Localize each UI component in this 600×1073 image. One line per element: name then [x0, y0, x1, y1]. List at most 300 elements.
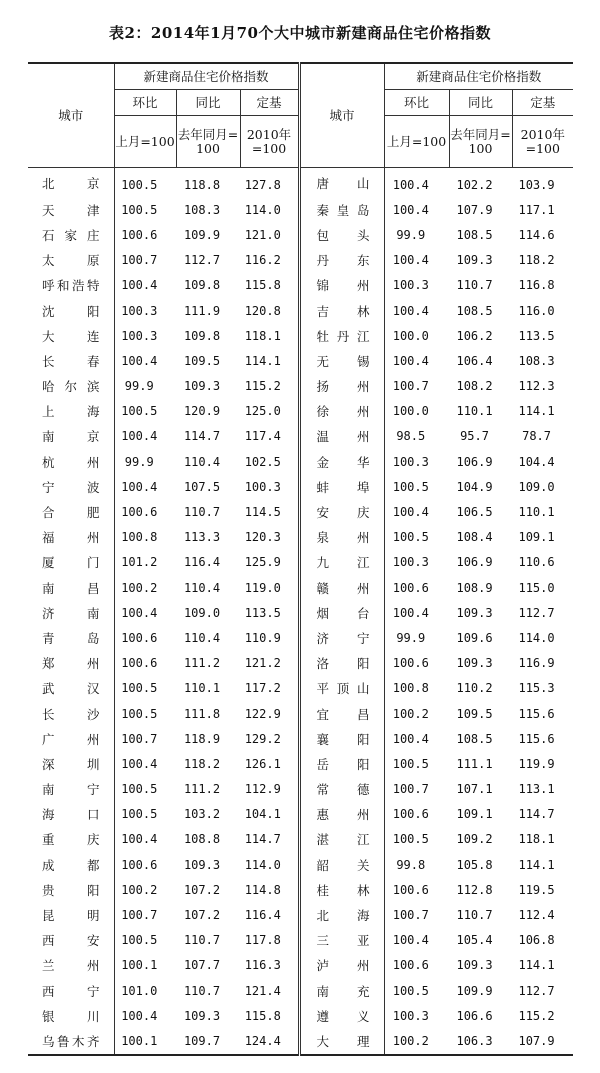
- cell-city-left: 西宁: [28, 978, 114, 1003]
- cell-dingji-left: 112.9: [240, 777, 299, 802]
- cell-dingji-right: 113.5: [518, 328, 555, 343]
- cell-tongbi-right: 112.8: [456, 882, 493, 897]
- cell-dingji-right: 112.3: [518, 379, 555, 394]
- cell-city-right: 韶关: [299, 852, 384, 877]
- cell-city-left: 宁波: [28, 474, 114, 499]
- cell-tongbi-left: 110.4: [183, 580, 221, 595]
- table-row: [28, 298, 573, 323]
- cell-tongbi-left: 109.9: [183, 227, 221, 242]
- cell-dingji-left: 117.2: [240, 676, 299, 701]
- cell-city-left: 海口: [28, 802, 114, 827]
- cell-huanbi-right: 100.4: [392, 202, 429, 217]
- dingji-base-left: 2010年 =100: [240, 116, 299, 168]
- cell-huanbi-left: 100.4: [121, 278, 158, 293]
- cell-dingji-left: 125.9: [240, 550, 299, 575]
- cell-dingji-left: 129.2: [240, 726, 299, 751]
- cell-tongbi-right: 110.7: [456, 908, 493, 923]
- cell-dingji-left: 119.0: [240, 575, 299, 600]
- cell-tongbi-right: 108.5: [456, 303, 493, 318]
- table-row: [28, 953, 573, 978]
- table-row: [28, 575, 573, 600]
- cell-huanbi-right: 99.8: [396, 857, 426, 872]
- cell-city-right: 岳阳: [299, 751, 384, 776]
- cell-tongbi-right: 111.1: [456, 756, 493, 771]
- cell-huanbi-right: 100.4: [392, 605, 429, 620]
- table-row: [28, 168, 573, 198]
- cell-dingji-right: 116.0: [518, 303, 555, 318]
- cell-tongbi-left: 107.7: [183, 958, 221, 973]
- cell-dingji-right: 119.5: [518, 882, 555, 897]
- cell-dingji-left: 122.9: [240, 701, 299, 726]
- cell-dingji-right: 118.1: [518, 832, 555, 847]
- table-row: [28, 1028, 573, 1054]
- cell-city-right: 秦皇岛: [299, 197, 384, 222]
- cell-tongbi-left: 111.2: [183, 782, 221, 797]
- cell-dingji-left: 115.8: [240, 1003, 299, 1028]
- cell-dingji-right: 117.1: [518, 202, 555, 217]
- cell-huanbi-left: 100.6: [121, 505, 158, 520]
- cell-city-right: 宜昌: [299, 701, 384, 726]
- cell-tongbi-right: 107.9: [456, 202, 493, 217]
- cell-city-right: 三亚: [299, 928, 384, 953]
- index-group-header-left: 新建商品住宅价格指数: [114, 63, 299, 90]
- cell-tongbi-left: 110.7: [183, 505, 221, 520]
- tongbi-base-right: 去年同月= 100: [449, 116, 512, 168]
- cell-dingji-left: 120.3: [240, 525, 299, 550]
- table-row: [28, 701, 573, 726]
- cell-city-left: 沈阳: [28, 298, 114, 323]
- cell-huanbi-right: 100.4: [392, 505, 429, 520]
- cell-tongbi-left: 113.3: [183, 530, 221, 545]
- cell-dingji-left: 121.4: [240, 978, 299, 1003]
- cell-huanbi-left: 100.2: [121, 882, 158, 897]
- cell-dingji-left: 104.1: [240, 802, 299, 827]
- cell-huanbi-right: 100.3: [392, 278, 429, 293]
- cell-tongbi-left: 108.8: [183, 832, 221, 847]
- cell-city-right: 吉林: [299, 298, 384, 323]
- cell-huanbi-right: 100.0: [392, 328, 429, 343]
- cell-huanbi-right: 100.4: [392, 933, 429, 948]
- cell-city-right: 烟台: [299, 600, 384, 625]
- dingji-header-left: 定基: [240, 90, 299, 116]
- cell-city-right: 桂林: [299, 877, 384, 902]
- table-row: [28, 625, 573, 650]
- cell-city-left: 杭州: [28, 449, 114, 474]
- cell-dingji-right: 115.0: [518, 580, 555, 595]
- cell-tongbi-left: 107.5: [183, 479, 221, 494]
- cell-tongbi-right: 106.4: [456, 353, 493, 368]
- cell-dingji-right: 112.7: [518, 605, 555, 620]
- cell-huanbi-right: 100.4: [392, 177, 429, 192]
- cell-city-right: 蚌埠: [299, 474, 384, 499]
- tongbi-header-right: 同比: [449, 90, 512, 116]
- cell-huanbi-left: 100.6: [121, 227, 158, 242]
- cell-tongbi-right: 109.5: [456, 706, 493, 721]
- cell-city-right: 惠州: [299, 802, 384, 827]
- cell-tongbi-right: 106.9: [456, 454, 493, 469]
- cell-tongbi-left: 112.7: [183, 253, 221, 268]
- cell-dingji-left: 117.8: [240, 928, 299, 953]
- cell-tongbi-right: 104.9: [456, 479, 493, 494]
- cell-tongbi-right: 102.2: [456, 177, 493, 192]
- cell-tongbi-left: 110.1: [183, 681, 221, 696]
- cell-huanbi-right: 100.0: [392, 404, 429, 419]
- cell-huanbi-right: 100.6: [392, 656, 429, 671]
- table-row: [28, 751, 573, 776]
- cell-tongbi-left: 109.8: [183, 328, 221, 343]
- cell-huanbi-left: 100.5: [121, 404, 158, 419]
- cell-city-right: 丹东: [299, 248, 384, 273]
- cell-dingji-left: 115.2: [240, 374, 299, 399]
- cell-tongbi-left: 116.4: [183, 555, 221, 570]
- cell-dingji-left: 116.4: [240, 902, 299, 927]
- cell-city-left: 南宁: [28, 777, 114, 802]
- table-row: [28, 222, 573, 247]
- cell-huanbi-right: 100.4: [392, 303, 429, 318]
- cell-dingji-right: 108.3: [518, 353, 555, 368]
- cell-city-right: 泉州: [299, 525, 384, 550]
- table-row: [28, 348, 573, 373]
- huanbi-base-left: 上月=100: [114, 116, 176, 168]
- cell-dingji-right: 116.9: [518, 656, 555, 671]
- cell-city-left: 长沙: [28, 701, 114, 726]
- tongbi-base-left: 去年同月= 100: [176, 116, 240, 168]
- cell-city-right: 泸州: [299, 953, 384, 978]
- cell-city-right: 北海: [299, 902, 384, 927]
- cell-huanbi-right: 99.9: [396, 630, 426, 645]
- cell-dingji-left: 100.3: [240, 474, 299, 499]
- cell-city-left: 银川: [28, 1003, 114, 1028]
- cell-city-right: 常德: [299, 777, 384, 802]
- cell-huanbi-right: 100.5: [392, 756, 429, 771]
- cell-huanbi-left: 99.9: [124, 379, 154, 394]
- cell-city-left: 西安: [28, 928, 114, 953]
- cell-dingji-right: 78.7: [522, 429, 551, 444]
- cell-huanbi-right: 100.6: [392, 958, 429, 973]
- cell-tongbi-left: 107.2: [183, 882, 221, 897]
- cell-city-right: 无锡: [299, 348, 384, 373]
- cell-city-left: 广州: [28, 726, 114, 751]
- cell-dingji-left: 126.1: [240, 751, 299, 776]
- cell-tongbi-left: 109.3: [183, 379, 221, 394]
- cell-huanbi-left: 100.5: [121, 202, 158, 217]
- cell-tongbi-right: 110.1: [456, 404, 493, 419]
- huanbi-header-left: 环比: [114, 90, 176, 116]
- cell-tongbi-right: 110.7: [456, 278, 493, 293]
- cell-city-right: 济宁: [299, 625, 384, 650]
- cell-tongbi-right: 109.2: [456, 832, 493, 847]
- cell-tongbi-right: 106.2: [456, 328, 493, 343]
- cell-huanbi-right: 100.7: [392, 908, 429, 923]
- table-row: [28, 978, 573, 1003]
- cell-dingji-left: 114.0: [240, 852, 299, 877]
- cell-tongbi-right: 109.3: [456, 656, 493, 671]
- cell-dingji-left: 115.8: [240, 273, 299, 298]
- cell-tongbi-right: 105.4: [456, 933, 493, 948]
- cell-huanbi-left: 100.3: [121, 303, 158, 318]
- city-header-left: 城市: [28, 63, 114, 168]
- cell-huanbi-right: 100.4: [392, 731, 429, 746]
- table-row: [28, 600, 573, 625]
- table-row: [28, 197, 573, 222]
- cell-tongbi-right: 106.3: [449, 1028, 512, 1054]
- cell-huanbi-left: 100.7: [121, 908, 158, 923]
- table-row: [28, 852, 573, 877]
- cell-tongbi-left: 109.7: [176, 1028, 240, 1054]
- cell-dingji-left: 114.8: [240, 877, 299, 902]
- cell-tongbi-right: 109.3: [456, 605, 493, 620]
- cell-huanbi-left: 100.4: [121, 605, 158, 620]
- cell-dingji-right: 116.8: [518, 278, 555, 293]
- cell-huanbi-left: 100.5: [121, 807, 158, 822]
- cell-city-right: 平顶山: [299, 676, 384, 701]
- cell-tongbi-right: 106.6: [456, 1008, 493, 1023]
- cell-dingji-left: 120.8: [240, 298, 299, 323]
- cell-dingji-left: 116.3: [240, 953, 299, 978]
- cell-dingji-left: 114.1: [240, 348, 299, 373]
- cell-tongbi-left: 109.0: [183, 605, 221, 620]
- cell-tongbi-left: 109.3: [183, 1008, 221, 1023]
- cell-city-left: 昆明: [28, 902, 114, 927]
- cell-dingji-right: 119.9: [518, 756, 555, 771]
- cell-dingji-right: 118.2: [518, 253, 555, 268]
- cell-dingji-right: 107.9: [512, 1028, 573, 1054]
- cell-city-left: 贵阳: [28, 877, 114, 902]
- huanbi-base-right: 上月=100: [384, 116, 449, 168]
- cell-dingji-right: 112.7: [518, 983, 555, 998]
- city-header-right: 城市: [299, 63, 384, 168]
- cell-tongbi-left: 108.3: [183, 202, 221, 217]
- cell-huanbi-left: 100.5: [121, 706, 158, 721]
- cell-city-left: 福州: [28, 525, 114, 550]
- cell-tongbi-left: 114.7: [183, 429, 221, 444]
- cell-huanbi-right: 100.4: [392, 253, 429, 268]
- table-row: [28, 877, 573, 902]
- cell-tongbi-right: 109.6: [456, 630, 493, 645]
- table-row: [28, 248, 573, 273]
- cell-huanbi-left: 100.5: [121, 782, 158, 797]
- cell-city-right: 赣州: [299, 575, 384, 600]
- cell-city-right: 安庆: [299, 499, 384, 524]
- cell-city-left: 呼和浩特: [28, 273, 114, 298]
- cell-city-left: 重庆: [28, 827, 114, 852]
- table-row: [28, 474, 573, 499]
- cell-dingji-left: 113.5: [240, 600, 299, 625]
- cell-huanbi-left: 101.2: [121, 555, 158, 570]
- cell-city-left: 哈尔滨: [28, 374, 114, 399]
- cell-dingji-right: 112.4: [518, 908, 555, 923]
- table-row: [28, 777, 573, 802]
- table-row: [28, 424, 573, 449]
- cell-tongbi-right: 109.1: [456, 807, 493, 822]
- cell-huanbi-left: 100.1: [114, 1028, 176, 1054]
- table-body: [28, 168, 573, 1055]
- cell-huanbi-right: 100.7: [392, 782, 429, 797]
- cell-huanbi-left: 100.5: [121, 681, 158, 696]
- huanbi-header-right: 环比: [384, 90, 449, 116]
- cell-huanbi-right: 100.6: [392, 580, 429, 595]
- cell-city-right: 洛阳: [299, 651, 384, 676]
- cell-city-left: 乌鲁木齐: [28, 1028, 114, 1054]
- cell-dingji-right: 104.4: [518, 454, 555, 469]
- cell-dingji-left: 125.0: [240, 399, 299, 424]
- cell-city-left: 兰州: [28, 953, 114, 978]
- cell-city-left: 青岛: [28, 625, 114, 650]
- cell-city-left: 深圳: [28, 751, 114, 776]
- cell-city-right: 牡丹江: [299, 323, 384, 348]
- cell-tongbi-left: 107.2: [183, 908, 221, 923]
- cell-dingji-left: 110.9: [240, 625, 299, 650]
- cell-huanbi-left: 100.8: [121, 530, 158, 545]
- cell-huanbi-left: 100.4: [121, 429, 158, 444]
- cell-tongbi-left: 109.5: [183, 353, 221, 368]
- cell-huanbi-left: 99.9: [124, 454, 154, 469]
- cell-huanbi-right: 100.5: [392, 983, 429, 998]
- cell-huanbi-right: 100.4: [392, 353, 429, 368]
- cell-huanbi-left: 100.4: [121, 353, 158, 368]
- cell-dingji-right: 110.6: [518, 555, 555, 570]
- cell-city-right: 徐州: [299, 399, 384, 424]
- cell-tongbi-left: 111.9: [183, 303, 221, 318]
- cell-huanbi-right: 100.2: [392, 706, 429, 721]
- cell-city-left: 大连: [28, 323, 114, 348]
- cell-huanbi-right: 100.2: [384, 1028, 449, 1054]
- table-row: [28, 651, 573, 676]
- cell-city-right: 遵义: [299, 1003, 384, 1028]
- cell-dingji-left: 118.1: [240, 323, 299, 348]
- cell-tongbi-left: 110.4: [183, 630, 221, 645]
- cell-huanbi-left: 100.2: [121, 580, 158, 595]
- dingji-base-right: 2010年 =100: [512, 116, 573, 168]
- dingji-header-right: 定基: [512, 90, 573, 116]
- cell-huanbi-left: 100.4: [121, 1008, 158, 1023]
- cell-city-right: 包头: [299, 222, 384, 247]
- cell-dingji-left: 121.2: [240, 651, 299, 676]
- cell-tongbi-right: 109.3: [456, 958, 493, 973]
- cell-city-left: 南昌: [28, 575, 114, 600]
- cell-tongbi-left: 109.3: [183, 857, 221, 872]
- cell-city-right: 大理: [299, 1028, 384, 1054]
- table-row: [28, 802, 573, 827]
- cell-dingji-right: 103.9: [518, 177, 555, 192]
- table-title: 表2：2014年1月70个大中城市新建商品住宅价格指数: [109, 24, 491, 42]
- cell-dingji-right: 114.6: [518, 227, 555, 242]
- cell-tongbi-right: 108.4: [456, 530, 493, 545]
- cell-dingji-right: 114.7: [518, 807, 555, 822]
- cell-dingji-right: 114.1: [518, 958, 555, 973]
- table-row: [28, 902, 573, 927]
- table-row: [28, 928, 573, 953]
- cell-huanbi-right: 100.8: [392, 681, 429, 696]
- cell-huanbi-right: 100.6: [392, 807, 429, 822]
- cell-dingji-right: 109.0: [518, 479, 555, 494]
- cell-dingji-right: 114.1: [518, 404, 555, 419]
- cell-dingji-right: 110.1: [518, 505, 555, 520]
- cell-city-left: 武汉: [28, 676, 114, 701]
- cell-dingji-left: 121.0: [240, 222, 299, 247]
- cell-tongbi-right: 108.5: [456, 731, 493, 746]
- cell-huanbi-left: 100.5: [121, 177, 158, 192]
- cell-huanbi-left: 100.7: [121, 731, 158, 746]
- table-row: [28, 676, 573, 701]
- cell-dingji-right: 109.1: [518, 530, 555, 545]
- table-row: [28, 1003, 573, 1028]
- cell-huanbi-right: 100.5: [392, 479, 429, 494]
- cell-dingji-right: 106.8: [518, 933, 555, 948]
- cell-city-left: 长春: [28, 348, 114, 373]
- cell-city-right: 扬州: [299, 374, 384, 399]
- cell-huanbi-left: 100.3: [121, 328, 158, 343]
- cell-city-left: 厦门: [28, 550, 114, 575]
- table-row: [28, 499, 573, 524]
- cell-huanbi-left: 100.4: [121, 479, 158, 494]
- cell-tongbi-right: 108.5: [456, 227, 493, 242]
- cell-dingji-left: 116.2: [240, 248, 299, 273]
- cell-huanbi-left: 100.6: [121, 656, 158, 671]
- cell-tongbi-left: 109.8: [183, 278, 221, 293]
- cell-tongbi-right: 110.2: [456, 681, 493, 696]
- cell-huanbi-left: 101.0: [121, 983, 158, 998]
- cell-city-right: 唐山: [299, 168, 384, 198]
- cell-tongbi-left: 110.7: [183, 933, 221, 948]
- cell-huanbi-right: 100.7: [392, 379, 429, 394]
- cell-huanbi-right: 98.5: [396, 429, 426, 444]
- price-index-table: [28, 62, 573, 1056]
- cell-dingji-right: 114.1: [518, 857, 555, 872]
- cell-huanbi-right: 100.3: [392, 555, 429, 570]
- cell-dingji-right: 114.0: [518, 630, 555, 645]
- cell-city-right: 锦州: [299, 273, 384, 298]
- cell-dingji-right: 115.6: [518, 706, 555, 721]
- cell-city-left: 成都: [28, 852, 114, 877]
- cell-dingji-right: 115.2: [518, 1008, 555, 1023]
- cell-city-left: 上海: [28, 399, 114, 424]
- cell-tongbi-right: 106.9: [456, 555, 493, 570]
- table-row: [28, 449, 573, 474]
- cell-city-right: 九江: [299, 550, 384, 575]
- cell-huanbi-left: 100.1: [121, 958, 158, 973]
- cell-city-left: 济南: [28, 600, 114, 625]
- index-group-header-right: 新建商品住宅价格指数: [384, 63, 573, 90]
- cell-tongbi-left: 110.4: [183, 454, 221, 469]
- table-row: [28, 525, 573, 550]
- cell-huanbi-left: 100.4: [121, 756, 158, 771]
- cell-tongbi-left: 110.7: [183, 983, 221, 998]
- table-row: [28, 323, 573, 348]
- cell-huanbi-right: 100.6: [392, 882, 429, 897]
- cell-huanbi-right: 100.5: [392, 530, 429, 545]
- cell-tongbi-right: 105.8: [456, 857, 493, 872]
- cell-huanbi-left: 100.6: [121, 857, 158, 872]
- cell-huanbi-right: 100.5: [392, 832, 429, 847]
- table-row: [28, 550, 573, 575]
- cell-huanbi-left: 100.6: [121, 630, 158, 645]
- cell-tongbi-left: 118.9: [183, 731, 221, 746]
- cell-dingji-left: 114.0: [240, 197, 299, 222]
- cell-huanbi-left: 100.5: [121, 933, 158, 948]
- cell-huanbi-left: 100.7: [121, 253, 158, 268]
- cell-dingji-right: 115.6: [518, 731, 555, 746]
- cell-tongbi-left: 118.2: [183, 756, 221, 771]
- cell-city-left: 南京: [28, 424, 114, 449]
- cell-tongbi-right: 109.3: [456, 253, 493, 268]
- cell-city-left: 石家庄: [28, 222, 114, 247]
- cell-city-left: 北京: [28, 168, 114, 198]
- cell-city-right: 南充: [299, 978, 384, 1003]
- cell-tongbi-right: 106.5: [456, 505, 493, 520]
- cell-tongbi-left: 120.9: [183, 404, 221, 419]
- cell-city-left: 郑州: [28, 651, 114, 676]
